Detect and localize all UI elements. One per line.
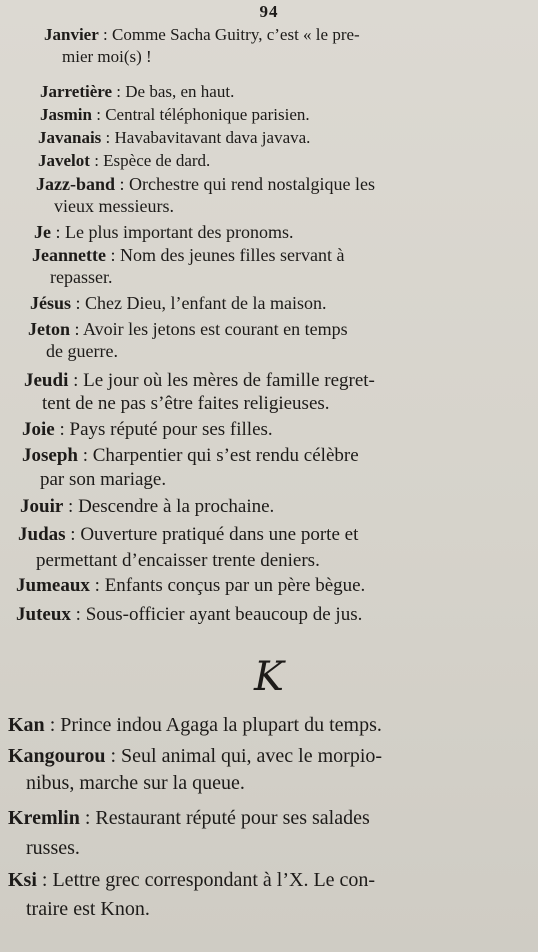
entry-separator: :: [71, 293, 86, 313]
entry: [44, 24, 360, 68]
entry-definition-continued: par son mariage.: [40, 469, 167, 490]
entry-term: Jarretière: [40, 82, 113, 101]
entry-definition: Nom des jeunes filles servant à: [120, 245, 345, 265]
entry-term: Je: [34, 222, 51, 242]
entry-definition: Avoir les jetons est courant en temps: [83, 319, 348, 339]
entry-definition: Ouverture pratiqué dans une porte et: [80, 524, 359, 545]
entry-definition: Lettre grec correspondant à l’X. Le con-: [52, 869, 376, 891]
entry: [20, 496, 274, 518]
entry: [38, 127, 310, 149]
entry-separator: :: [44, 714, 61, 736]
entry-separator: :: [65, 524, 81, 545]
entry-definition: Restaurant réputé pour ses salades: [95, 807, 370, 829]
entry: [8, 866, 375, 924]
entry-definition: Le plus important des pronoms.: [65, 222, 294, 242]
entry: [40, 81, 234, 103]
entry-term: Kangourou: [8, 745, 106, 767]
entry-term: Jeudi: [24, 370, 69, 391]
entry: [8, 743, 382, 797]
entry-definition-continued: russes.: [26, 837, 80, 859]
entry-term: Javanais: [38, 128, 102, 147]
entry-term: Kremlin: [8, 807, 80, 829]
entry-separator: :: [63, 496, 79, 517]
entry-definition: Prince indou Agaga la plupart du temps.: [60, 714, 382, 736]
section-letter: K: [254, 654, 284, 700]
entry: [34, 221, 294, 243]
entry-separator: :: [112, 82, 126, 101]
entry-definition: Pays réputé pour ses filles.: [69, 419, 273, 440]
entry: [24, 369, 375, 415]
entry-definition: Espèce de dard.: [103, 151, 211, 170]
entry-term: Jumeaux: [16, 575, 90, 596]
entry: [8, 803, 370, 863]
entry-definition: Sous-officier ayant beaucoup de jus.: [85, 604, 363, 625]
entry-separator: :: [36, 869, 53, 891]
entry-separator: :: [77, 445, 93, 466]
entry-term: Kan: [8, 714, 45, 736]
entry: [32, 244, 344, 288]
entry-term: Javelot: [38, 151, 90, 170]
entry-definition-continued: nibus, marche sur la queue.: [26, 772, 245, 794]
entry: [16, 604, 362, 626]
entry-definition-continued: repasser.: [50, 267, 113, 287]
entry-term: Joie: [22, 419, 55, 440]
entry: [28, 318, 348, 362]
entry-definition: Chez Dieu, l’enfant de la maison.: [85, 293, 327, 313]
entry-term: Jésus: [30, 293, 72, 313]
entry-definition-continued: tent de ne pas s’être faites religieuses.: [42, 393, 330, 414]
entry-term: Jouir: [20, 496, 64, 517]
entry: [40, 104, 310, 126]
entry-definition: Central téléphonique parisien.: [105, 105, 310, 124]
entry-definition: Le jour où les mères de famille regret-: [83, 370, 375, 391]
entry-separator: :: [98, 25, 113, 44]
entry: [22, 444, 359, 492]
entry-separator: :: [68, 370, 84, 391]
entry-definition-continued: vieux messieurs.: [54, 196, 174, 216]
entry: [16, 575, 365, 597]
entry-term: Jeton: [28, 319, 70, 339]
entry-definition: Enfants conçus par un père bègue.: [104, 575, 366, 596]
entry-separator: :: [51, 222, 66, 242]
entry-term: Janvier: [44, 25, 99, 44]
entry: [8, 713, 382, 737]
entry-term: Joseph: [22, 445, 78, 466]
entry-definition: Havabavitavant dava javava.: [114, 128, 311, 147]
entry-definition: Charpentier qui s’est rendu célèbre: [92, 445, 359, 466]
page-number: 94: [259, 2, 279, 21]
entry-separator: :: [89, 151, 104, 170]
entry: [38, 150, 210, 172]
entry-definition-continued: mier moi(s) !: [62, 47, 152, 66]
entry: [18, 522, 358, 574]
entry-definition-continued: traire est Knon.: [26, 898, 150, 920]
entry-separator: :: [70, 319, 84, 339]
entry-term: Jeannette: [32, 245, 106, 265]
entry-separator: :: [89, 575, 105, 596]
entry-term: Ksi: [8, 869, 37, 891]
entry: [22, 419, 273, 441]
entry-separator: :: [91, 105, 106, 124]
entry-definition: Seul animal qui, avec le morpio-: [121, 745, 383, 767]
entry-term: Juteux: [16, 604, 71, 625]
entry-separator: :: [101, 128, 115, 147]
entry-separator: :: [105, 245, 120, 265]
entry-separator: :: [105, 745, 122, 767]
entry-separator: :: [115, 174, 130, 194]
entry-definition: Descendre à la prochaine.: [78, 496, 275, 517]
entry-definition-continued: permettant d’encaisser trente deniers.: [36, 550, 320, 571]
entry-separator: :: [79, 807, 96, 829]
entry-definition: De bas, en haut.: [125, 82, 235, 101]
entry-term: Judas: [18, 524, 66, 545]
entry-separator: :: [54, 419, 70, 440]
entry-definition-continued: de guerre.: [46, 341, 118, 361]
entry: [36, 173, 375, 217]
entry-definition: Orchestre qui rend nostalgique les: [129, 174, 375, 194]
entry-term: Jazz-band: [36, 174, 116, 194]
entry: [30, 292, 326, 314]
entry-term: Jasmin: [40, 105, 92, 124]
entry-separator: :: [70, 604, 86, 625]
entry-definition: Comme Sacha Guitry, c’est « le pre-: [112, 25, 360, 44]
